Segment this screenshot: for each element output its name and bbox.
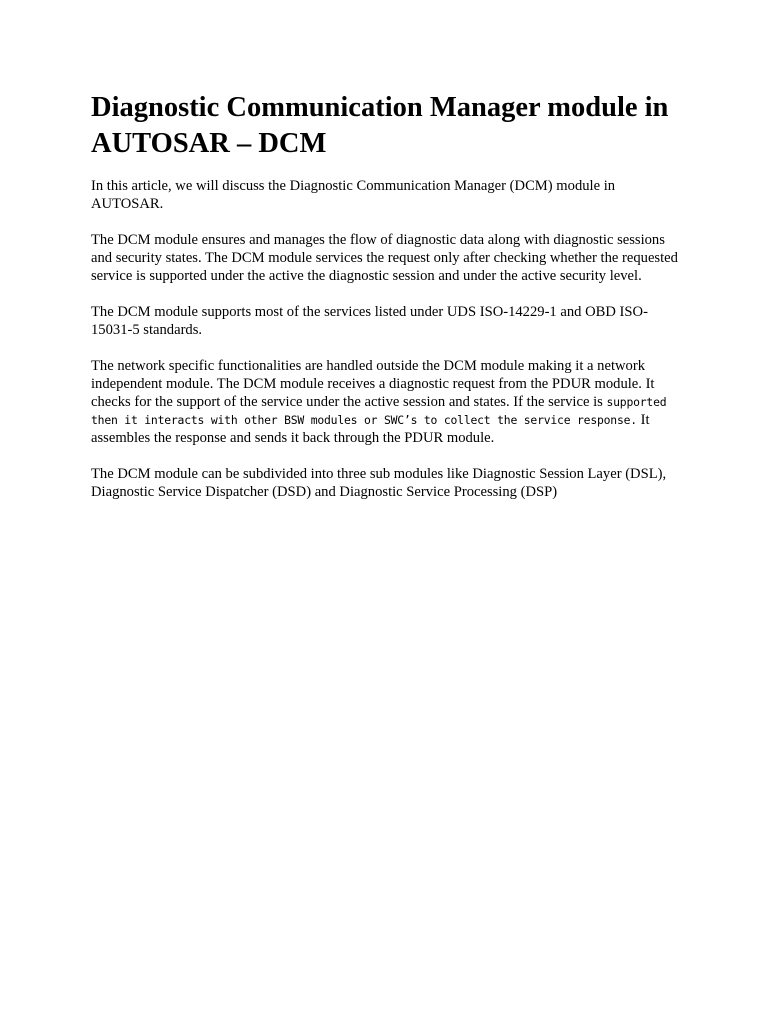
network-paragraph-text-1: The network specific functionalities are handled outside the DCM module making it a network independent module. The DCM module receives a diagnostic request from the PDUR module. It checks for the support of the service under the active session and states. If the service is <box>91 358 655 410</box>
intro-paragraph: In this article, we will discuss the Diagnostic Communication Manager (DCM) module in AUTOSAR. <box>91 178 616 212</box>
document-title: Diagnostic Communication Manager module in AUTOSAR – DCM <box>91 92 669 159</box>
dcm-function-paragraph: The DCM module ensures and manages the flow of diagnostic data along with diagnostic sessions and security states. The DCM module services the request only after checking whether the requested service is supported under the active the diagnostic session and under the active security level. <box>91 232 678 284</box>
network-paragraph-text-3: It assembles the response and sends it back through the PDUR module. <box>91 412 650 446</box>
network-paragraph <box>91 357 681 447</box>
submodules-paragraph: The DCM module can be subdivided into three sub modules like Diagnostic Session Layer (DSL), Diagnostic Service Dispatcher (DSD) and Diagnostic Service Processing (DSP) <box>91 466 667 500</box>
document-page <box>91 90 681 519</box>
network-paragraph-text-2: supported then it interacts with other BSW modules or SWC’s to collect the service response. <box>91 395 667 427</box>
standards-paragraph: The DCM module supports most of the services listed under UDS ISO-14229-1 and OBD ISO-15031-5 standards. <box>91 304 648 338</box>
